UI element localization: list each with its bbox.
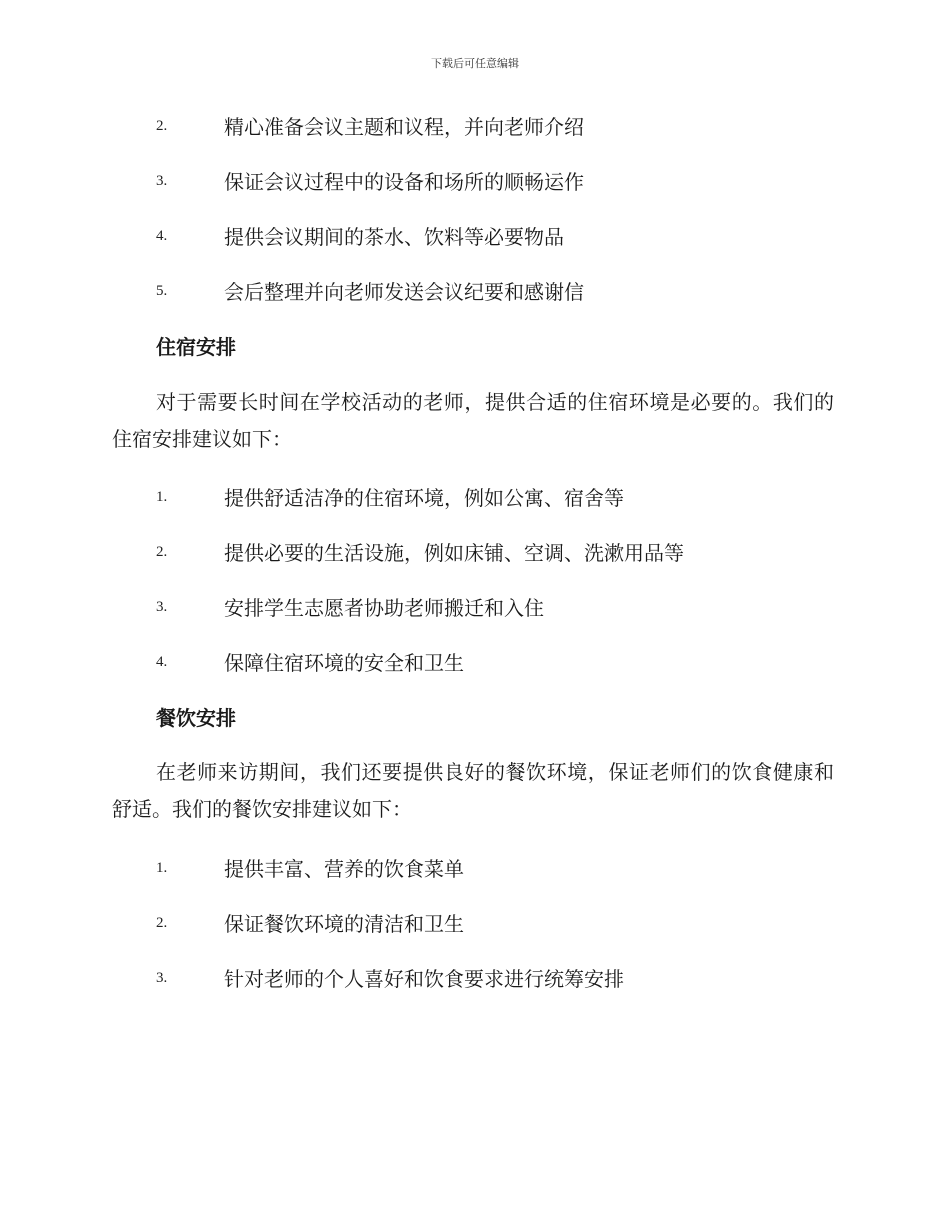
list-number: 2. xyxy=(156,544,168,560)
list-number: 3. xyxy=(156,599,168,615)
list-number: 4. xyxy=(156,228,168,244)
list-number: 3. xyxy=(156,173,168,189)
list-item xyxy=(0,538,950,568)
list-number: 1. xyxy=(156,860,168,876)
list-text: 精心准备会议主题和议程，并向老师介绍 xyxy=(224,115,584,139)
list-text: 提供必要的生活设施，例如床铺、空调、洗漱用品等 xyxy=(224,541,684,565)
list-text: 针对老师的个人喜好和饮食要求进行统筹安排 xyxy=(224,967,624,991)
section-heading-accommodation: 住宿安排 xyxy=(156,335,236,359)
list-number: 2. xyxy=(156,915,168,931)
list-item xyxy=(0,112,950,142)
list-item xyxy=(0,909,950,939)
section-heading-catering: 餐饮安排 xyxy=(156,706,236,730)
list-text: 会后整理并向老师发送会议纪要和感谢信 xyxy=(224,280,584,304)
list-text: 保证餐饮环境的清洁和卫生 xyxy=(224,912,464,936)
list-item xyxy=(0,277,950,307)
list-number: 3. xyxy=(156,970,168,986)
list-item xyxy=(0,483,950,513)
header-note: 下载后可任意编辑 xyxy=(431,57,519,70)
list-number: 1. xyxy=(156,489,168,505)
list-text: 保证会议过程中的设备和场所的顺畅运作 xyxy=(224,170,584,194)
list-item xyxy=(0,593,950,623)
paragraph-catering: 在老师来访期间，我们还要提供良好的餐饮环境，保证老师们的饮食健康和舒适。我们的餐饮安排建议如下： xyxy=(112,760,834,821)
list-number: 2. xyxy=(156,118,168,134)
list-text: 保障住宿环境的安全和卫生 xyxy=(224,651,464,675)
list-item xyxy=(0,854,950,884)
list-text: 安排学生志愿者协助老师搬迁和入住 xyxy=(224,596,544,620)
list-item xyxy=(0,167,950,197)
list-number: 5. xyxy=(156,283,168,299)
list-item xyxy=(0,648,950,678)
list-number: 4. xyxy=(156,654,168,670)
paragraph-accommodation: 对于需要长时间在学校活动的老师，提供合适的住宿环境是必要的。我们的住宿安排建议如下： xyxy=(112,390,834,451)
list-text: 提供会议期间的茶水、饮料等必要物品 xyxy=(224,225,564,249)
list-text: 提供舒适洁净的住宿环境，例如公寓、宿舍等 xyxy=(224,486,624,510)
list-item xyxy=(0,964,950,994)
list-text: 提供丰富、营养的饮食菜单 xyxy=(224,857,464,881)
list-item xyxy=(0,222,950,252)
